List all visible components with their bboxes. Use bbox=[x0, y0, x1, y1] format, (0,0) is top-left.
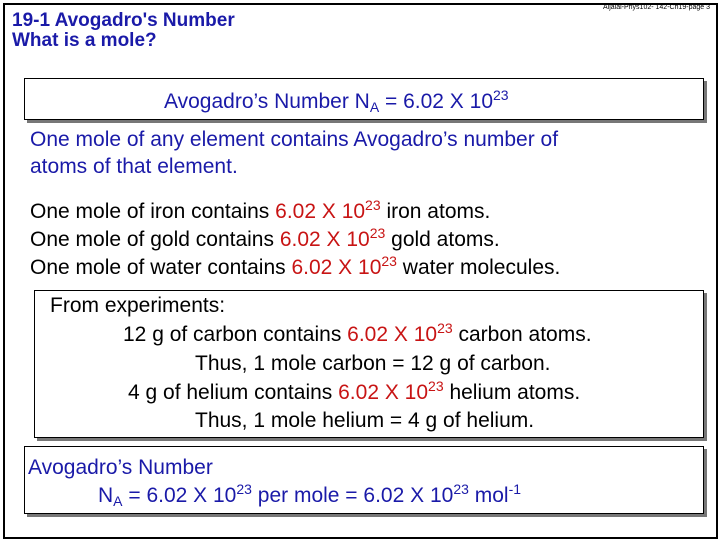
helium-number: 6.02 X 10 bbox=[338, 381, 429, 404]
example-exponent: 23 bbox=[381, 253, 397, 269]
helium-text: 4 g of helium contains bbox=[128, 381, 339, 404]
carbon-text: 12 g of carbon contains bbox=[123, 323, 348, 346]
helium-exponent: 23 bbox=[428, 378, 444, 394]
summary-line-2 bbox=[98, 481, 522, 509]
carbon-text: carbon atoms. bbox=[452, 323, 592, 346]
summary-value: = 6.02 X 10 bbox=[122, 484, 237, 507]
helium-text: helium atoms. bbox=[443, 381, 581, 404]
equation: = 6.02 X 10 bbox=[379, 90, 494, 113]
title-line-2: What is a mole? bbox=[12, 30, 157, 51]
example-water bbox=[30, 253, 561, 280]
slide-code: Aljalal-Phys102- 142-Ch19-page 3 bbox=[602, 4, 710, 11]
helium-result: Thus, 1 mole helium = 4 g of helium. bbox=[195, 409, 535, 432]
example-text: gold atoms. bbox=[385, 228, 500, 251]
carbon-exponent: 23 bbox=[437, 320, 453, 336]
summary-exponent: 23 bbox=[453, 481, 469, 497]
carbon-line bbox=[123, 320, 592, 347]
example-number: 6.02 X 10 bbox=[275, 200, 366, 223]
example-iron bbox=[30, 197, 491, 224]
n-subscript: A bbox=[113, 493, 123, 509]
n-symbol: N bbox=[98, 484, 114, 507]
example-number: 6.02 X 10 bbox=[291, 256, 382, 279]
exponent: 23 bbox=[493, 87, 509, 103]
carbon-number: 6.02 X 10 bbox=[347, 323, 438, 346]
example-text: One mole of gold contains bbox=[30, 228, 280, 251]
example-text: water molecules. bbox=[396, 256, 561, 279]
avogadro-number-heading bbox=[164, 87, 509, 115]
definition-line-2: atoms of that element. bbox=[30, 155, 238, 178]
example-gold bbox=[30, 225, 500, 252]
definition-line-1: One mole of any element contains Avogadro’s number of bbox=[30, 128, 559, 151]
example-exponent: 23 bbox=[365, 197, 381, 213]
summary-unit-exponent: -1 bbox=[508, 481, 522, 497]
example-exponent: 23 bbox=[369, 225, 386, 241]
title-line-1: 19-1 Avogadro's Number bbox=[12, 10, 235, 31]
experiments-heading: From experiments: bbox=[50, 294, 226, 317]
summary-unit: mol bbox=[468, 484, 509, 507]
example-number: 6.02 X 10 bbox=[279, 228, 370, 251]
subscript: A bbox=[369, 99, 380, 115]
example-text: One mole of iron contains bbox=[30, 200, 276, 223]
helium-line bbox=[128, 378, 581, 405]
label: Avogadro’s Number N bbox=[164, 90, 370, 113]
summary-value: per mole = 6.02 X 10 bbox=[251, 484, 454, 507]
slide-title bbox=[12, 11, 235, 51]
example-text: One mole of water contains bbox=[30, 256, 292, 279]
summary-exponent: 23 bbox=[236, 481, 252, 497]
carbon-result: Thus, 1 mole carbon = 12 g of carbon. bbox=[195, 352, 551, 375]
summary-line-1: Avogadro’s Number bbox=[28, 456, 213, 479]
example-text: iron atoms. bbox=[380, 200, 491, 223]
